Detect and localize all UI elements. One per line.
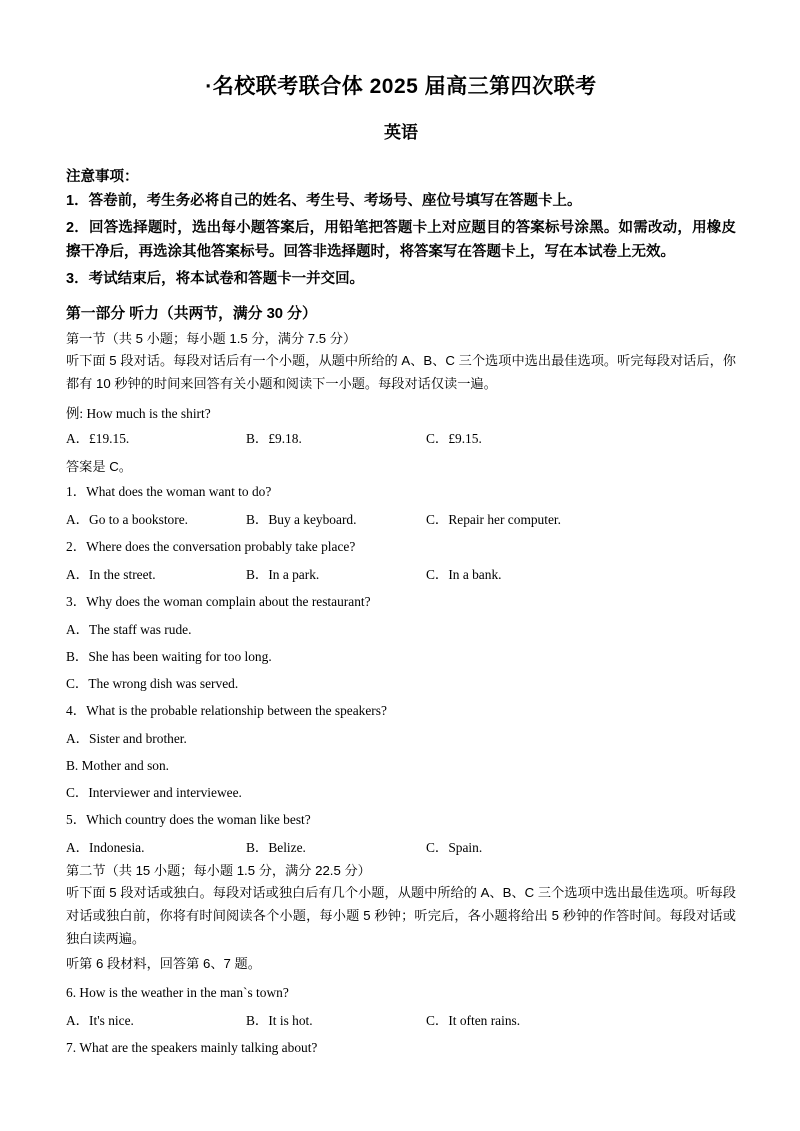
- question-1-option-b: B．Buy a keyboard.: [246, 512, 357, 528]
- example-option-c: C．£9.15.: [426, 431, 482, 447]
- question-4-number: 4．: [66, 703, 87, 719]
- question-6-options: [66, 1011, 736, 1031]
- question-6-number: 6.: [66, 985, 77, 1001]
- question-2-option-a: A．In the street.: [66, 567, 156, 583]
- question-4: [66, 701, 736, 722]
- question-4-option-c: C．Interviewer and interviewee.: [66, 785, 242, 801]
- question-7-number: 7.: [66, 1039, 77, 1055]
- question-2-options: [66, 565, 736, 585]
- question-5-options: [66, 838, 736, 858]
- question-2: [66, 537, 736, 558]
- example-answer: 答案是 C。: [66, 459, 132, 475]
- notice-item-1: 1．答卷前，考生务必将自己的姓名、考生号、考场号、座位号填写在答题卡上。: [66, 193, 582, 209]
- question-3-option-a: A．The staff was rude.: [66, 621, 192, 637]
- question-4-option-b: B. Mother and son.: [66, 758, 170, 774]
- question-2-option-c: C．In a bank.: [426, 567, 502, 583]
- question-1-number: 1．: [66, 484, 87, 500]
- page-title: ·名校联考联合体 2025 届高三第四次联考: [205, 75, 597, 98]
- question-3: [66, 592, 736, 613]
- question-5: [66, 810, 736, 831]
- question-5-text: Which country does the woman like best?: [86, 812, 311, 828]
- notice-item-3: 3．考试结束后，将本试卷和答题卡一并交回。: [66, 271, 365, 288]
- section-one-heading: 第一节（共 5 小题；每小题 1.5 分，满分 7.5 分）: [66, 330, 357, 346]
- part-one-heading: 第一部分 听力（共两节，满分 30 分）: [66, 305, 317, 322]
- notice-item-2: 2．回答选择题时，选出每小题答案后，用铅笔把答题卡上对应题目的答案标号涂黑。如需改动，用橡皮擦干净后，再选涂其他答案标号。回答非选择题时，将答案写在答题卡上，写在本试卷上无效。: [66, 220, 736, 260]
- question-7: [66, 1038, 736, 1059]
- question-2-option-b: B．In a park.: [246, 567, 320, 583]
- question-7-text: What are the speakers mainly talking about?: [79, 1039, 318, 1055]
- question-3-option-b: B．She has been waiting for too long.: [66, 649, 272, 665]
- section-one-instructions: 听下面 5 段对话。每段对话后有一个小题，从题中所给的 A、B、C 三个选项中选出最佳选项。听完每段对话后，你都有 10 秒钟的时间来回答有关小题和阅读下一小题。每段对话仅读一遍。: [66, 352, 736, 391]
- question-6-option-c: C．It often rains.: [426, 1012, 521, 1028]
- question-6-text: How is the weather in the man`s town?: [79, 985, 289, 1001]
- question-4-option-a: A．Sister and brother.: [66, 731, 187, 747]
- section-two-material-label: 听第 6 段材料，回答第 6、7 题。: [66, 956, 261, 972]
- question-1-option-a: A．Go to a bookstore.: [66, 512, 188, 528]
- question-2-number: 2．: [66, 539, 87, 555]
- example-option-a: A．£19.15.: [66, 431, 130, 447]
- example-label: 例: How much is the shirt?: [66, 406, 211, 422]
- example-options: [66, 429, 736, 449]
- example-option-b: B．£9.18.: [246, 431, 302, 447]
- question-1-options: [66, 510, 736, 530]
- section-two-heading: 第二节（共 15 小题；每小题 1.5 分，满分 22.5 分）: [66, 863, 371, 879]
- question-6-option-a: A．It's nice.: [66, 1012, 134, 1028]
- question-1-text: What does the woman want to do?: [86, 484, 272, 500]
- question-4-text: What is the probable relationship between the speakers?: [86, 703, 387, 719]
- question-6-option-b: B．It is hot.: [246, 1012, 313, 1028]
- question-5-option-c: C．Spain.: [426, 840, 483, 856]
- question-5-number: 5．: [66, 812, 87, 828]
- question-3-number: 3．: [66, 594, 87, 610]
- question-6: [66, 983, 736, 1004]
- question-5-option-a: A．Indonesia.: [66, 840, 145, 856]
- subject-title: 英语: [384, 123, 418, 142]
- question-3-option-c: C．The wrong dish was served.: [66, 676, 239, 692]
- notice-heading: 注意事项：: [66, 169, 139, 185]
- question-5-option-b: B．Belize.: [246, 840, 306, 856]
- question-1: [66, 482, 736, 503]
- question-3-text: Why does the woman complain about the restaurant?: [86, 594, 371, 610]
- question-1-option-c: C．Repair her computer.: [426, 512, 561, 528]
- section-two-instructions: 听下面 5 段对话或独白。每段对话或独白后有几个小题，从题中所给的 A、B、C 三个选项中选出最佳选项。听每段对话或独白前，你将有时间阅读各个小题，每小题 5 秒钟；听完后，各小题将给出 5 秒钟的作答时间。每段对话或独白读两遍。: [66, 885, 736, 946]
- question-2-text: Where does the conversation probably take place?: [86, 539, 356, 555]
